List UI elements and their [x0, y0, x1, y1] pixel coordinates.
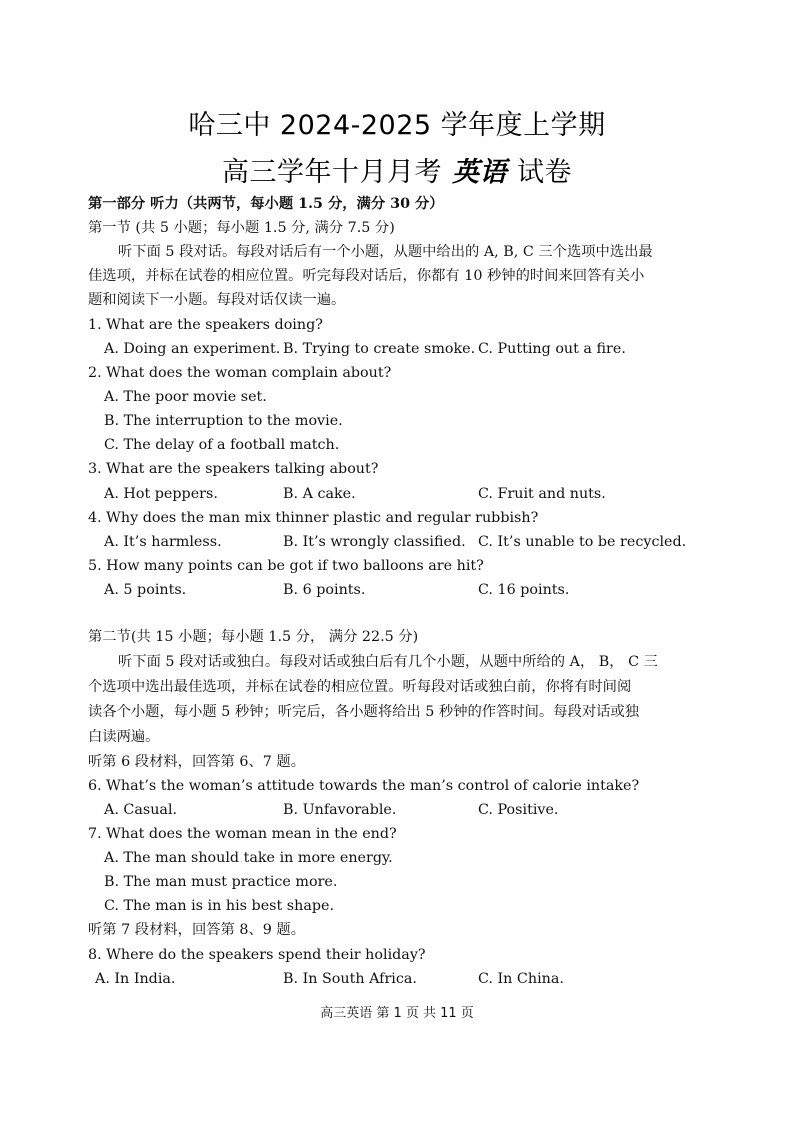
q6-option-c: C. Positive. [478, 802, 559, 818]
section2-heading: 第二节(共 15 小题；每小题 1.5 分， 满分 22.5 分) [88, 629, 419, 645]
q2-option-a: A. The poor movie set. [104, 389, 267, 405]
exam-title-line2 [0, 150, 794, 189]
q6-option-b: B. Unfavorable. [283, 802, 397, 818]
question-2: 2. What does the woman complain about? [88, 365, 392, 381]
title-grade-month: 高三学年十月月考 [222, 157, 442, 188]
q8-option-b: B. In South Africa. [283, 971, 417, 987]
section1-heading: 第一节 (共 5 小题；每小题 1.5 分, 满分 7.5 分) [88, 220, 395, 236]
page-footer: 高三英语 第 1 页 共 11 页 [320, 1006, 474, 1021]
question-3: 3. What are the speakers talking about? [88, 461, 379, 477]
q2-option-b: B. The interruption to the movie. [104, 413, 343, 429]
q3-option-c: C. Fruit and nuts. [478, 486, 606, 502]
part1-heading: 第一部分 听力（共两节，每小题 1.5 分，满分 30 分） [88, 196, 444, 212]
question-8: 8. Where do the speakers spend their holiday? [88, 947, 426, 963]
q4-option-c: C. It’s unable to be recycled. [478, 534, 687, 550]
section2-instructions-4: 白读两遍。 [88, 729, 160, 745]
q4-option-b: B. It’s wrongly classified. [283, 534, 466, 550]
title-paper: 试卷 [517, 157, 572, 188]
question-6: 6. What’s the woman’s attitude towards the man’s control of calorie intake? [88, 778, 640, 794]
q2-option-c: C. The delay of a football match. [104, 437, 340, 453]
question-1: 1. What are the speakers doing? [88, 317, 323, 333]
section2-instructions-2: 个选项中选出最佳选项，并标在试卷的相应位置。听每段对话或独白前，你将有时间阅 [88, 679, 632, 695]
q7-option-a: A. The man should take in more energy. [104, 850, 393, 866]
section1-instructions-3: 题和阅读下一小题。每段对话仅读一遍。 [88, 292, 346, 308]
material-6-label: 听第 6 段材料，回答第 6、7 题。 [88, 754, 306, 770]
q1-option-b: B. Trying to create smoke. [283, 341, 476, 357]
section1-instructions-1: 听下面 5 段对话。每段对话后有一个小题，从题中给出的 A, B, C 三个选项中选出最 [118, 244, 653, 260]
q8-option-a: A. In India. [95, 971, 176, 987]
q1-option-a: A. Doing an experiment. [104, 341, 281, 357]
q3-option-b: B. A cake. [283, 486, 356, 502]
q5-option-c: C. 16 points. [478, 582, 570, 598]
material-7-label: 听第 7 段材料，回答第 8、9 题。 [88, 922, 306, 938]
q8-option-c: C. In China. [478, 971, 564, 987]
title-subject: 英语 [452, 157, 507, 188]
q6-option-a: A. Casual. [104, 802, 178, 818]
exam-title-line1: 哈三中 2024-2025 学年度上学期 [188, 110, 606, 141]
section1-instructions-2: 佳选项，并标在试卷的相应位置。听完每段对话后，你都有 10 秒钟的时间来回答有关小 [88, 268, 645, 284]
question-4: 4. Why does the man mix thinner plastic and regular rubbish? [88, 510, 539, 526]
q1-option-c: C. Putting out a fire. [478, 341, 626, 357]
q4-option-a: A. It’s harmless. [104, 534, 222, 550]
q7-option-b: B. The man must practice more. [104, 874, 338, 890]
question-5: 5. How many points can be got if two balloons are hit? [88, 558, 484, 574]
question-7: 7. What does the woman mean in the end? [88, 826, 397, 842]
q5-option-b: B. 6 points. [283, 582, 366, 598]
q5-option-a: A. 5 points. [104, 582, 187, 598]
q3-option-a: A. Hot peppers. [104, 486, 218, 502]
q7-option-c: C. The man is in his best shape. [104, 898, 335, 914]
section2-instructions-3: 读各个小题，每小题 5 秒钟；听完后，各小题将给出 5 秒钟的作答时间。每段对话或独 [88, 704, 640, 720]
section2-instructions-1: 听下面 5 段对话或独白。每段对话或独白后有几个小题，从题中所给的 A， B， C 三 [118, 654, 658, 670]
